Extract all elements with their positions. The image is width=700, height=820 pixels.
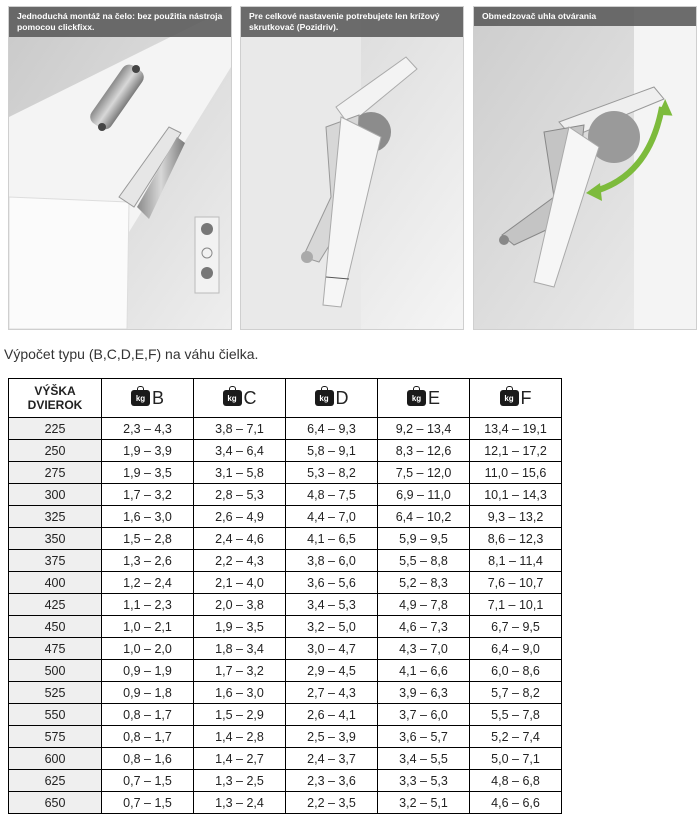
door-height-cell: 500	[9, 660, 102, 682]
weight-range-cell-d: 2,7 – 4,3	[286, 682, 378, 704]
weight-icon: kg	[407, 390, 426, 406]
product-photos	[0, 0, 700, 330]
weight-range-cell-f: 13,4 – 19,1	[470, 418, 562, 440]
weight-range-cell-f: 5,0 – 7,1	[470, 748, 562, 770]
weight-range-cell-c: 3,1 – 5,8	[194, 462, 286, 484]
weight-range-cell-f: 4,8 – 6,8	[470, 770, 562, 792]
weight-range-cell-b: 1,1 – 2,3	[102, 594, 194, 616]
table-row	[9, 550, 562, 572]
weight-range-cell-f: 6,4 – 9,0	[470, 638, 562, 660]
weight-range-cell-d: 4,4 – 7,0	[286, 506, 378, 528]
table-row	[9, 484, 562, 506]
weight-range-cell-f: 7,1 – 10,1	[470, 594, 562, 616]
weight-range-cell-e: 6,9 – 11,0	[378, 484, 470, 506]
weight-range-cell-c: 2,2 – 4,3	[194, 550, 286, 572]
weight-range-cell-f: 5,5 – 7,8	[470, 704, 562, 726]
door-height-cell: 600	[9, 748, 102, 770]
table-row	[9, 660, 562, 682]
weight-range-cell-c: 1,9 – 3,5	[194, 616, 286, 638]
weight-range-cell-e: 5,2 – 8,3	[378, 572, 470, 594]
weight-range-cell-c: 2,0 – 3,8	[194, 594, 286, 616]
weight-range-cell-c: 2,1 – 4,0	[194, 572, 286, 594]
weight-range-cell-b: 1,0 – 2,0	[102, 638, 194, 660]
weight-range-cell-e: 3,6 – 5,7	[378, 726, 470, 748]
weight-range-cell-e: 4,3 – 7,0	[378, 638, 470, 660]
weight-range-cell-e: 3,7 – 6,0	[378, 704, 470, 726]
weight-range-cell-f: 5,7 – 8,2	[470, 682, 562, 704]
weight-icon: kg	[315, 390, 334, 406]
weight-range-cell-f: 5,2 – 7,4	[470, 726, 562, 748]
weight-range-cell-c: 1,8 – 3,4	[194, 638, 286, 660]
weight-range-cell-e: 5,5 – 8,8	[378, 550, 470, 572]
door-height-cell: 275	[9, 462, 102, 484]
weight-range-cell-d: 4,8 – 7,5	[286, 484, 378, 506]
weight-range-cell-b: 2,3 – 4,3	[102, 418, 194, 440]
weight-range-cell-e: 7,5 – 12,0	[378, 462, 470, 484]
table-row	[9, 594, 562, 616]
weight-range-cell-c: 1,4 – 2,7	[194, 748, 286, 770]
hinge-adjust-illustration	[241, 7, 463, 329]
photo-caption: Pre celkové nastavenie potrebujete len krížový skrutkovač (Pozidriv).	[241, 7, 463, 37]
table-row	[9, 440, 562, 462]
weight-range-cell-e: 4,6 – 7,3	[378, 616, 470, 638]
weight-range-cell-b: 0,9 – 1,8	[102, 682, 194, 704]
weight-range-cell-e: 4,1 – 6,6	[378, 660, 470, 682]
weight-range-cell-d: 3,2 – 5,0	[286, 616, 378, 638]
door-height-cell: 250	[9, 440, 102, 462]
weight-range-cell-e: 3,4 – 5,5	[378, 748, 470, 770]
table-row	[9, 528, 562, 550]
table-row	[9, 616, 562, 638]
table-row	[9, 682, 562, 704]
weight-range-cell-e: 3,2 – 5,1	[378, 792, 470, 814]
photo-panel-pozidriv	[240, 6, 464, 330]
weight-icon: kg	[500, 390, 519, 406]
weight-range-cell-f: 12,1 – 17,2	[470, 440, 562, 462]
weight-range-cell-b: 0,8 – 1,6	[102, 748, 194, 770]
type-b-header: kg B	[102, 379, 194, 418]
weight-range-cell-d: 5,8 – 9,1	[286, 440, 378, 462]
type-f-header: kg F	[470, 379, 562, 418]
door-height-cell: 225	[9, 418, 102, 440]
weight-range-cell-b: 0,7 – 1,5	[102, 770, 194, 792]
door-height-cell: 350	[9, 528, 102, 550]
weight-range-cell-d: 6,4 – 9,3	[286, 418, 378, 440]
weight-range-cell-b: 1,6 – 3,0	[102, 506, 194, 528]
weight-range-cell-c: 1,3 – 2,5	[194, 770, 286, 792]
weight-range-cell-d: 3,4 – 5,3	[286, 594, 378, 616]
weight-range-cell-d: 4,1 – 6,5	[286, 528, 378, 550]
door-height-cell: 450	[9, 616, 102, 638]
weight-range-cell-b: 0,9 – 1,9	[102, 660, 194, 682]
weight-range-cell-f: 6,7 – 9,5	[470, 616, 562, 638]
type-d-header: kg D	[286, 379, 378, 418]
photo-panel-clickfixx	[8, 6, 232, 330]
photo-caption: Jednoduchá montáž na čelo: bez použitia nástroja pomocou clickfixx.	[9, 7, 231, 37]
table-row	[9, 506, 562, 528]
weight-range-cell-b: 1,5 – 2,8	[102, 528, 194, 550]
angle-limiter-illustration	[474, 7, 696, 329]
weight-icon: kg	[131, 390, 150, 406]
weight-range-cell-e: 3,9 – 6,3	[378, 682, 470, 704]
weight-range-cell-d: 3,8 – 6,0	[286, 550, 378, 572]
weight-range-cell-d: 2,3 – 3,6	[286, 770, 378, 792]
table-row	[9, 462, 562, 484]
door-weight-table	[8, 378, 562, 814]
weight-range-cell-e: 6,4 – 10,2	[378, 506, 470, 528]
type-e-header: kg E	[378, 379, 470, 418]
door-height-cell: 575	[9, 726, 102, 748]
weight-range-cell-b: 1,3 – 2,6	[102, 550, 194, 572]
weight-range-cell-c: 1,7 – 3,2	[194, 660, 286, 682]
weight-range-cell-c: 2,6 – 4,9	[194, 506, 286, 528]
door-height-cell: 650	[9, 792, 102, 814]
table-row	[9, 726, 562, 748]
weight-range-cell-f: 4,6 – 6,6	[470, 792, 562, 814]
door-height-cell: 475	[9, 638, 102, 660]
door-height-cell: 300	[9, 484, 102, 506]
weight-range-cell-d: 3,6 – 5,6	[286, 572, 378, 594]
weight-range-cell-d: 2,9 – 4,5	[286, 660, 378, 682]
door-height-cell: 525	[9, 682, 102, 704]
photo-caption: Obmedzovač uhla otvárania	[474, 7, 696, 26]
weight-range-cell-c: 1,3 – 2,4	[194, 792, 286, 814]
door-height-header: VÝŠKA DVIEROK	[9, 379, 102, 418]
weight-range-cell-c: 2,4 – 4,6	[194, 528, 286, 550]
table-row	[9, 418, 562, 440]
weight-range-cell-c: 1,5 – 2,9	[194, 704, 286, 726]
weight-range-cell-b: 1,9 – 3,9	[102, 440, 194, 462]
weight-range-cell-c: 3,8 – 7,1	[194, 418, 286, 440]
door-height-cell: 325	[9, 506, 102, 528]
weight-range-cell-c: 1,4 – 2,8	[194, 726, 286, 748]
door-height-cell: 425	[9, 594, 102, 616]
weight-range-cell-c: 3,4 – 6,4	[194, 440, 286, 462]
weight-range-cell-b: 0,7 – 1,5	[102, 792, 194, 814]
table-row	[9, 792, 562, 814]
weight-range-cell-e: 8,3 – 12,6	[378, 440, 470, 462]
weight-calculation-intro: Výpočet typu (B,C,D,E,F) na váhu čielka.	[4, 346, 259, 362]
weight-range-cell-d: 2,2 – 3,5	[286, 792, 378, 814]
table-header-row	[9, 379, 562, 418]
weight-range-cell-d: 2,6 – 4,1	[286, 704, 378, 726]
weight-range-cell-f: 8,1 – 11,4	[470, 550, 562, 572]
weight-range-cell-b: 0,8 – 1,7	[102, 704, 194, 726]
weight-range-cell-d: 2,5 – 3,9	[286, 726, 378, 748]
weight-range-cell-e: 9,2 – 13,4	[378, 418, 470, 440]
door-height-cell: 625	[9, 770, 102, 792]
type-c-header: kg C	[194, 379, 286, 418]
weight-range-cell-c: 2,8 – 5,3	[194, 484, 286, 506]
weight-range-cell-b: 1,7 – 3,2	[102, 484, 194, 506]
hinge-mount-illustration	[9, 7, 231, 329]
door-height-cell: 400	[9, 572, 102, 594]
weight-range-cell-c: 1,6 – 3,0	[194, 682, 286, 704]
weight-range-cell-f: 11,0 – 15,6	[470, 462, 562, 484]
table-row	[9, 704, 562, 726]
weight-range-cell-e: 3,3 – 5,3	[378, 770, 470, 792]
weight-range-cell-f: 7,6 – 10,7	[470, 572, 562, 594]
weight-range-cell-f: 10,1 – 14,3	[470, 484, 562, 506]
weight-range-cell-d: 5,3 – 8,2	[286, 462, 378, 484]
weight-range-cell-b: 1,9 – 3,5	[102, 462, 194, 484]
weight-range-cell-b: 0,8 – 1,7	[102, 726, 194, 748]
table-row	[9, 638, 562, 660]
table-row	[9, 770, 562, 792]
weight-range-cell-b: 1,2 – 2,4	[102, 572, 194, 594]
weight-range-cell-e: 5,9 – 9,5	[378, 528, 470, 550]
weight-range-cell-d: 2,4 – 3,7	[286, 748, 378, 770]
table-row	[9, 572, 562, 594]
photo-panel-angle-limiter	[473, 6, 697, 330]
weight-icon: kg	[223, 390, 242, 406]
weight-range-cell-b: 1,0 – 2,1	[102, 616, 194, 638]
weight-range-cell-f: 9,3 – 13,2	[470, 506, 562, 528]
door-height-cell: 550	[9, 704, 102, 726]
weight-range-cell-f: 6,0 – 8,6	[470, 660, 562, 682]
door-height-cell: 375	[9, 550, 102, 572]
weight-range-cell-e: 4,9 – 7,8	[378, 594, 470, 616]
weight-range-cell-f: 8,6 – 12,3	[470, 528, 562, 550]
table-row	[9, 748, 562, 770]
weight-range-cell-d: 3,0 – 4,7	[286, 638, 378, 660]
